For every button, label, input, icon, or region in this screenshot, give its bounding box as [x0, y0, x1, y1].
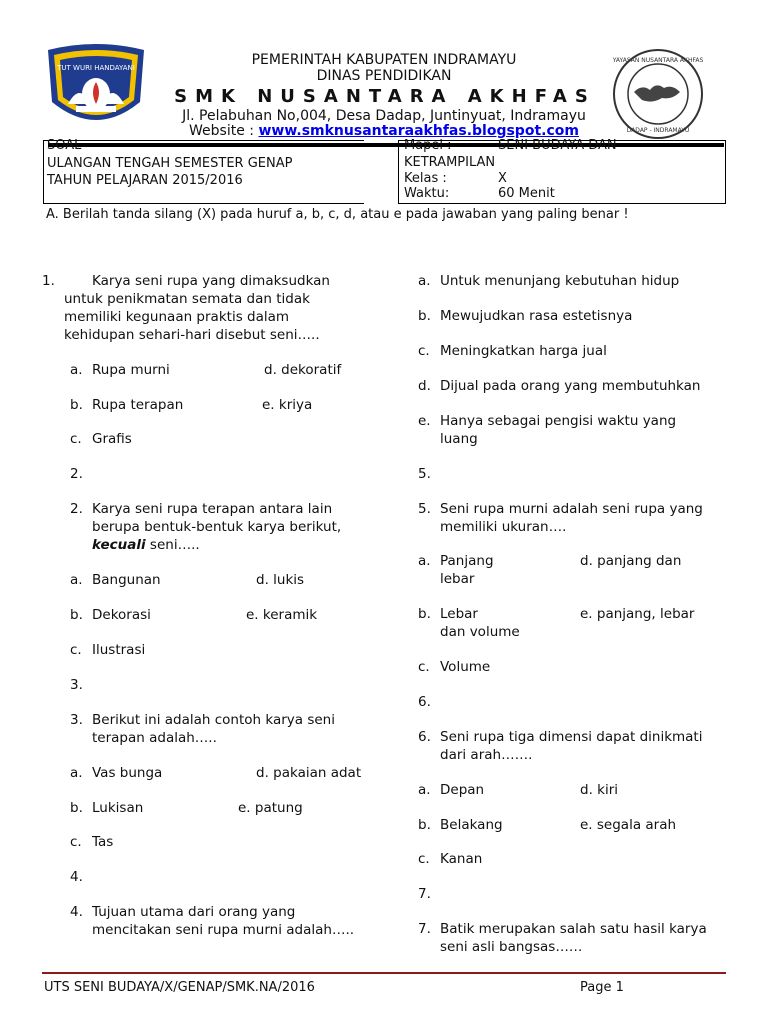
info-soal: SOAL: [47, 138, 82, 153]
q5-option-a-letter: a.: [418, 553, 431, 569]
q1-text-line4: kehidupan sehari-hari disebut seni…..: [64, 327, 320, 343]
q1-option-d[interactable]: d. dekoratif: [264, 362, 342, 378]
kelas-label: Kelas :: [404, 171, 447, 186]
q4-option-a-letter: a.: [418, 273, 431, 289]
empty-number-3: 3.: [70, 677, 83, 693]
q5-option-b-line1[interactable]: Lebar: [440, 606, 478, 622]
q6-option-a[interactable]: Depan: [440, 782, 485, 798]
tut-wuri-handayani-logo: [40, 42, 152, 138]
q1-option-b-letter: b.: [70, 397, 83, 413]
q1-option-a[interactable]: Rupa murni: [92, 362, 170, 378]
website-label: Website :: [189, 123, 259, 139]
q6-option-c[interactable]: Kanan: [440, 851, 483, 867]
page-number: Page 1: [580, 980, 624, 995]
waktu-value: 60 Menit: [498, 186, 555, 201]
q1-text-line3: memiliki kegunaan praktis dalam: [64, 309, 290, 325]
empty-number-7: 7.: [418, 886, 431, 902]
q2-option-b[interactable]: Dekorasi: [92, 607, 151, 623]
empty-number-6: 6.: [418, 694, 431, 710]
q4-option-e-line2[interactable]: luang: [440, 431, 478, 447]
q3-text-line2: terapan adalah…..: [92, 730, 217, 746]
empty-number-5: 5.: [418, 466, 431, 482]
q5-option-b-line2[interactable]: dan volume: [440, 624, 520, 640]
header-line2: DINAS PENDIDIKAN: [316, 68, 452, 84]
q6-option-b-letter: b.: [418, 817, 431, 833]
q2-text-line2: berupa bentuk-bentuk karya berikut,: [92, 519, 342, 535]
q4-option-d[interactable]: Dijual pada orang yang membutuhkan: [440, 378, 701, 394]
q6-number: 6.: [418, 729, 431, 745]
q4-text-line1: Tujuan utama dari orang yang: [92, 904, 296, 920]
info-tahun: TAHUN PELAJARAN 2015/2016: [47, 173, 243, 188]
mapel-value-2: KETRAMPILAN: [404, 155, 496, 170]
q7-number: 7.: [418, 921, 431, 937]
q7-text-line1: Batik merupakan salah satu hasil karya: [440, 921, 707, 937]
q5-option-e[interactable]: e. panjang, lebar: [580, 606, 695, 622]
q1-text-line1: Karya seni rupa yang dimaksudkan: [92, 273, 330, 289]
q2-text-line3-rest: seni…..: [145, 537, 200, 553]
empty-number-2: 2.: [70, 466, 83, 482]
q2-option-a[interactable]: Bangunan: [92, 572, 161, 588]
q4-option-d-letter: d.: [418, 378, 431, 394]
q3-option-c[interactable]: Tas: [92, 834, 114, 850]
q3-option-b-letter: b.: [70, 800, 83, 816]
q6-text-line2: dari arah…….: [440, 747, 533, 763]
q1-text-line2: untuk penikmatan semata dan tidak: [64, 291, 310, 307]
q6-option-b[interactable]: Belakang: [440, 817, 503, 833]
q2-text-line3: [92, 536, 200, 554]
q5-text-line2: memiliki ukuran….: [440, 519, 567, 535]
header-line1: PEMERINTAH KABUPATEN INDRAMAYU: [251, 52, 517, 68]
q4-option-a[interactable]: Untuk menunjang kebutuhan hidup: [440, 273, 680, 289]
q3-option-d[interactable]: d. pakaian adat: [256, 765, 362, 781]
q5-text-line1: Seni rupa murni adalah seni rupa yang: [440, 501, 703, 517]
q5-number: 5.: [418, 501, 431, 517]
info-ulangan: ULANGAN TENGAH SEMESTER GENAP: [47, 156, 293, 171]
q4-option-c[interactable]: Meningkatkan harga jual: [440, 343, 607, 359]
q4-text-line2: mencitakan seni rupa murni adalah…..: [92, 922, 355, 938]
school-name: SMK NUSANTARA AKHFAS: [174, 86, 596, 107]
yayasan-logo: [612, 48, 704, 140]
q2-option-d[interactable]: d. lukis: [256, 572, 305, 588]
q1-option-c[interactable]: Grafis: [92, 431, 132, 447]
q6-option-d[interactable]: d. kiri: [580, 782, 619, 798]
mapel-label: Mapel :: [404, 138, 452, 153]
q2-kecuali: kecuali: [92, 537, 146, 553]
address: Jl. Pelabuhan No,004, Desa Dadap, Juntinyuat, Indramayu: [182, 108, 586, 124]
q3-option-b[interactable]: Lukisan: [92, 800, 144, 816]
svg-text:TUT WURI HANDAYANI: TUT WURI HANDAYANI: [57, 64, 135, 72]
q3-option-c-letter: c.: [70, 834, 82, 850]
svg-text:DADAP - INDRAMAYU: DADAP - INDRAMAYU: [626, 127, 690, 134]
q2-text-line1: Karya seni rupa terapan antara lain: [92, 501, 333, 517]
q5-option-a-line1[interactable]: Panjang: [440, 553, 494, 569]
q5-option-c-letter: c.: [418, 659, 430, 675]
footer-divider: [42, 972, 726, 974]
kelas-value: X: [498, 171, 507, 186]
q4-option-e-letter: e.: [418, 413, 431, 429]
q5-option-c[interactable]: Volume: [440, 659, 491, 675]
q1-option-b[interactable]: Rupa terapan: [92, 397, 184, 413]
q3-text-line1: Berikut ini adalah contoh karya seni: [92, 712, 335, 728]
q1-option-a-letter: a.: [70, 362, 83, 378]
q2-option-c-letter: c.: [70, 642, 82, 658]
mapel-value: SENI BUDAYA DAN: [498, 138, 617, 153]
waktu-label: Waktu:: [404, 186, 450, 201]
q6-option-a-letter: a.: [418, 782, 431, 798]
svg-text:YAYASAN NUSANTARA AKHFAS: YAYASAN NUSANTARA AKHFAS: [612, 57, 704, 64]
q5-option-b-letter: b.: [418, 606, 431, 622]
q1-option-e[interactable]: e. kriya: [262, 397, 313, 413]
q2-option-c[interactable]: Ilustrasi: [92, 642, 146, 658]
q3-option-a-letter: a.: [70, 765, 83, 781]
empty-number-4: 4.: [70, 869, 83, 885]
instruction: A. Berilah tanda silang (X) pada huruf a, b, c, d, atau e pada jawaban yang paling benar !: [46, 207, 629, 222]
q5-option-a-line2[interactable]: lebar: [440, 571, 475, 587]
q3-number: 3.: [70, 712, 83, 728]
q1-number: 1.: [42, 273, 55, 289]
q2-number: 2.: [70, 501, 83, 517]
q2-option-b-letter: b.: [70, 607, 83, 623]
q4-option-b-letter: b.: [418, 308, 431, 324]
q6-option-c-letter: c.: [418, 851, 430, 867]
q3-option-a[interactable]: Vas bunga: [92, 765, 163, 781]
q6-option-e[interactable]: e. segala arah: [580, 817, 677, 833]
q6-text-line1: Seni rupa tiga dimensi dapat dinikmati: [440, 729, 703, 745]
q4-option-c-letter: c.: [418, 343, 430, 359]
q5-option-d[interactable]: d. panjang dan: [580, 553, 682, 569]
q4-option-b[interactable]: Mewujudkan rasa estetisnya: [440, 308, 633, 324]
website-link[interactable]: www.smknusantaraakhfas.blogspot.com: [258, 123, 579, 139]
q2-option-a-letter: a.: [70, 572, 83, 588]
q4-number: 4.: [70, 904, 83, 920]
footer-left: UTS SENI BUDAYA/X/GENAP/SMK.NA/2016: [44, 980, 315, 995]
q1-option-c-letter: c.: [70, 431, 82, 447]
q2-option-e[interactable]: e. keramik: [246, 607, 318, 623]
exam-info-box: [43, 140, 364, 204]
q7-text-line2: seni asli bangsas……: [440, 939, 583, 955]
q4-option-e-line1[interactable]: Hanya sebagai pengisi waktu yang: [440, 413, 677, 429]
q3-option-e[interactable]: e. patung: [238, 800, 303, 816]
